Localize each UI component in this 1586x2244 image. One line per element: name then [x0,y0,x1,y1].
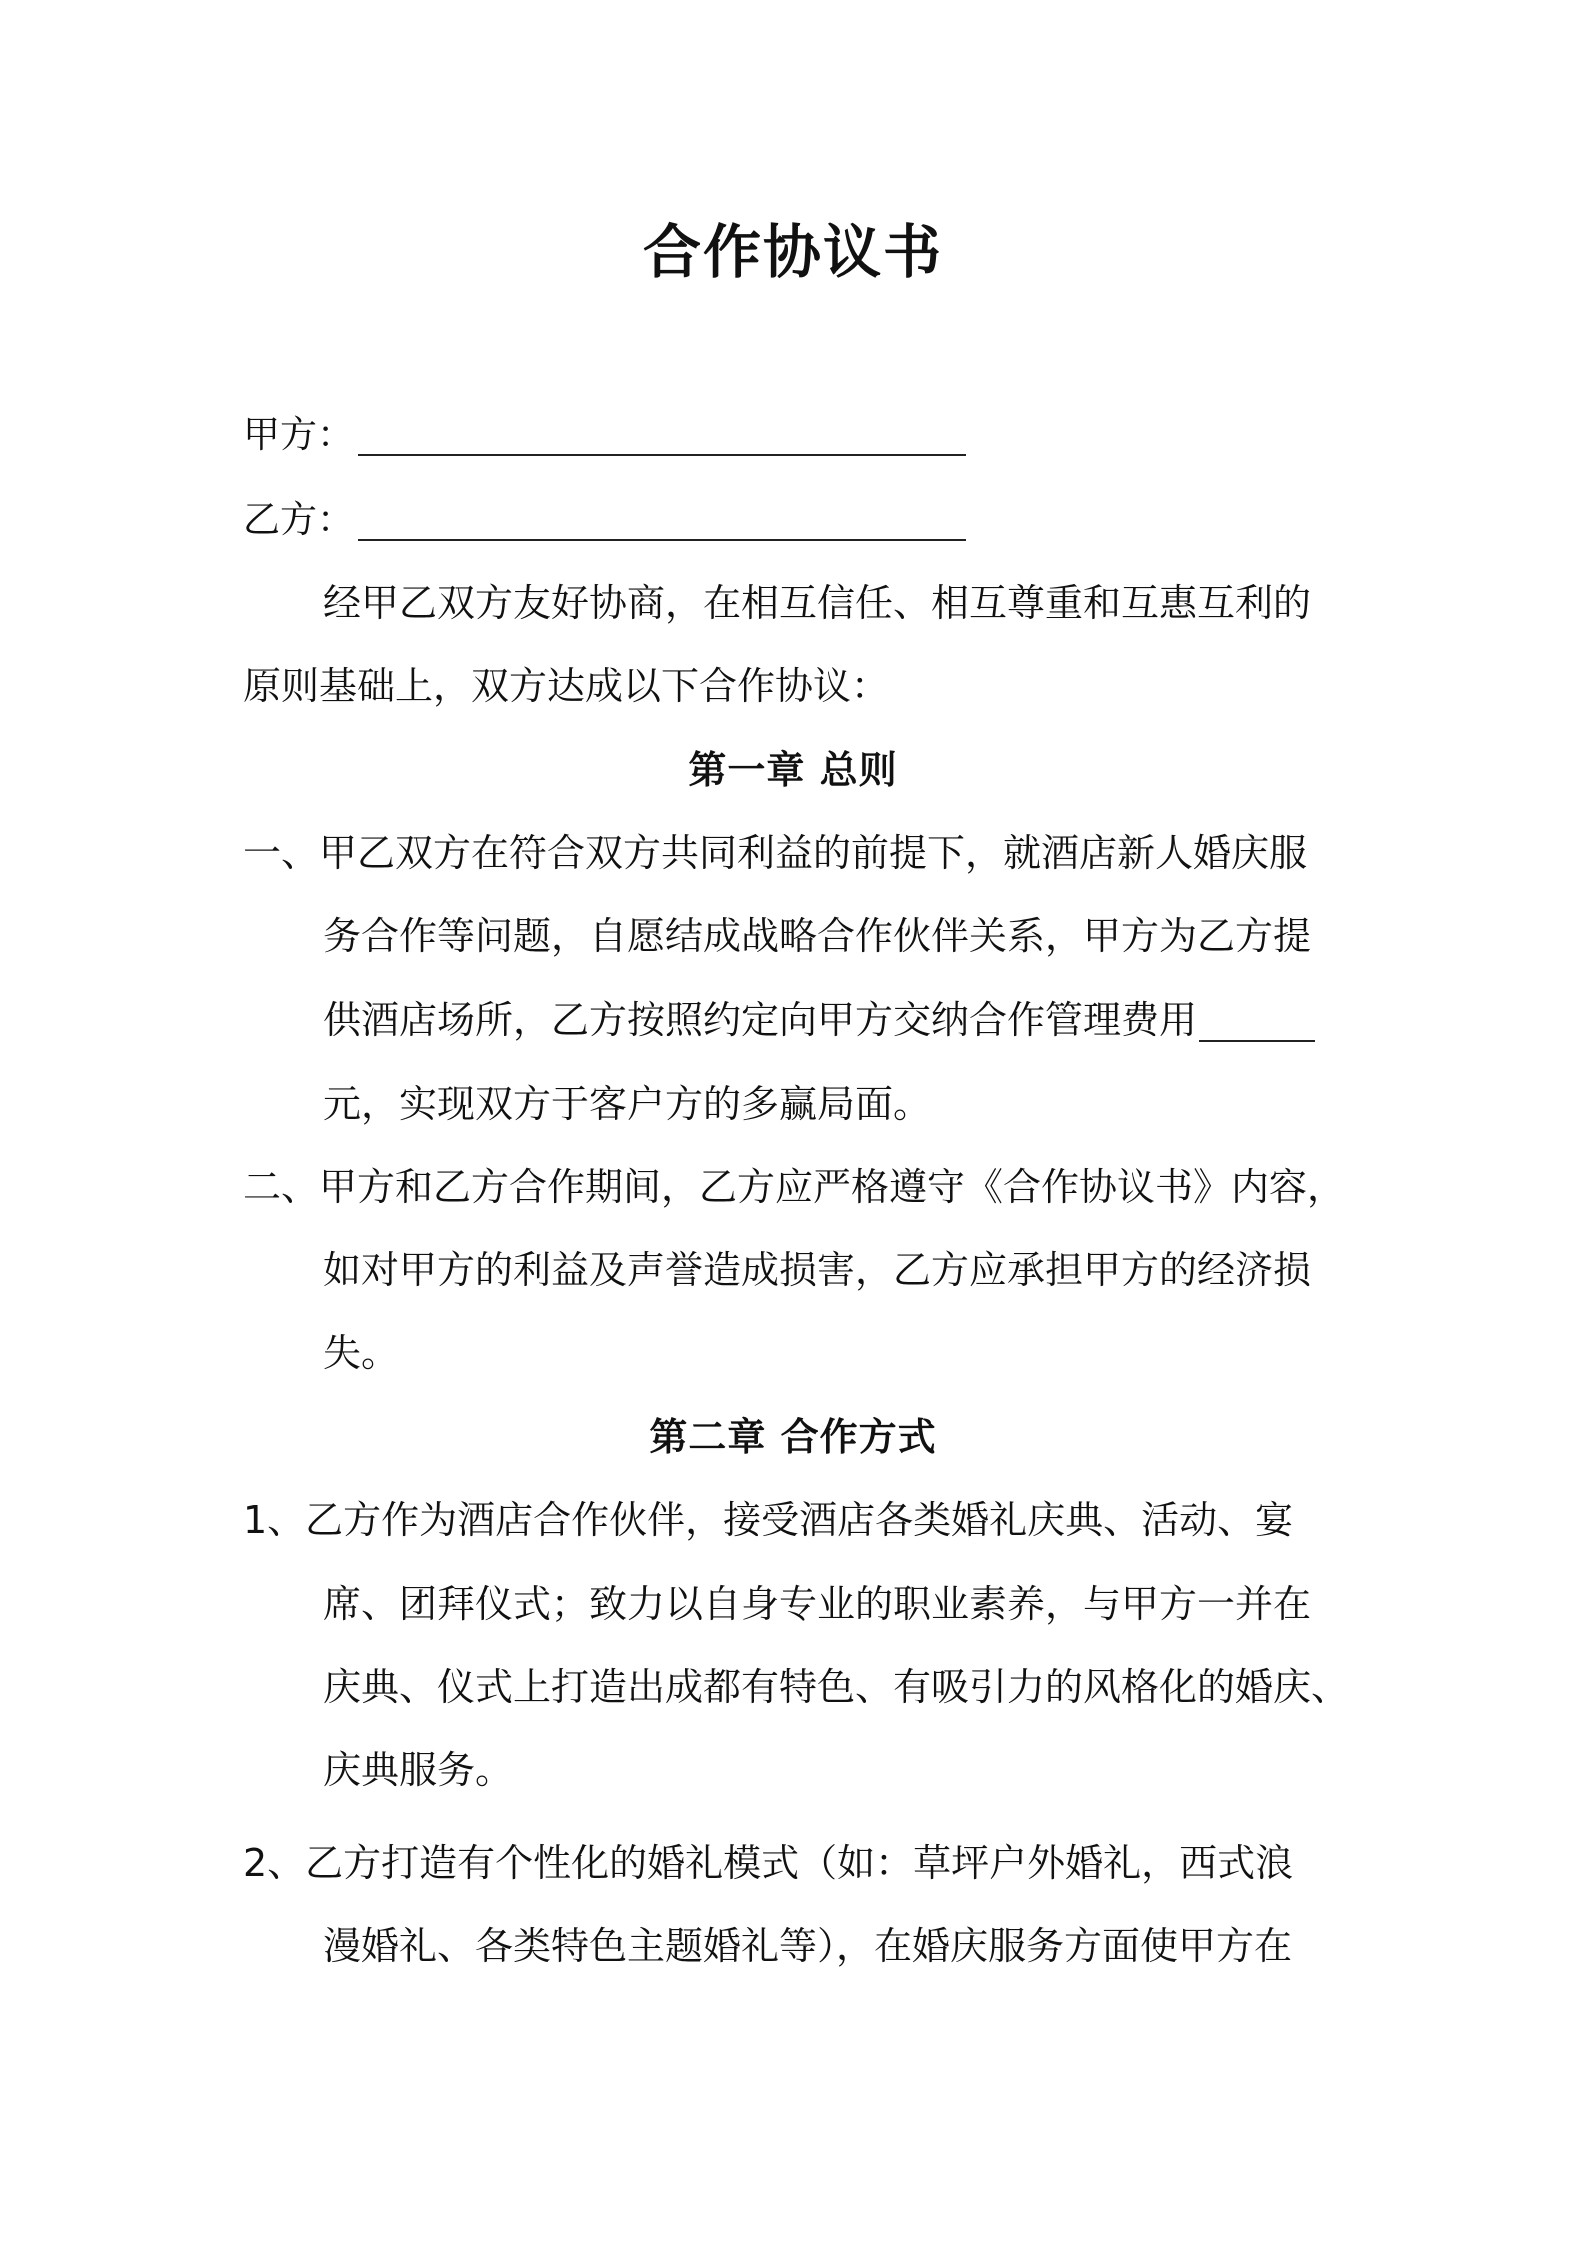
party-a-label: 甲方： [243,413,354,456]
intro-line: 原则基础上，双方达成以下合作协议： [243,664,890,708]
party-a-line [243,405,966,465]
intro-line: 经甲乙双方友好协商，在相互信任、相互尊重和互惠互利的 [323,581,1312,625]
clause-line: 庆典服务。 [323,1748,514,1792]
party-a-blank [358,418,966,456]
clause-line [323,990,1315,1050]
fee-blank [1199,1004,1315,1042]
clause-line: 二、甲方和乙方合作期间，乙方应严格遵守《合作协议书》内容， [243,1165,1346,1209]
clause-line: 庆典、仪式上打造出成都有特色、有吸引力的风格化的婚庆、 [323,1665,1350,1709]
clause-line: 如对甲方的利益及声誉造成损害，乙方应承担甲方的经济损 [323,1248,1312,1292]
clause-line: 1、乙方作为酒店合作伙伴，接受酒店各类婚礼庆典、活动、宴 [243,1498,1294,1542]
clause-line: 2、乙方打造有个性化的婚礼模式（如：草坪户外婚礼，西式浪 [243,1841,1294,1885]
clause-line: 失。 [323,1331,400,1375]
clause-line: 席、团拜仪式；致力以自身专业的职业素养，与甲方一并在 [323,1582,1312,1626]
party-b-line [243,490,966,550]
clause-line: 元，实现双方于客户方的多赢局面。 [323,1082,932,1126]
party-b-blank [358,503,966,541]
clause-line: 一、甲乙双方在符合双方共同利益的前提下，就酒店新人婚庆服 [243,831,1308,875]
document-title: 合作协议书 [642,218,943,286]
clause-text: 供酒店场所，乙方按照约定向甲方交纳合作管理费用 [323,998,1198,1042]
chapter-heading: 第二章 合作方式 [649,1415,937,1459]
clause-line: 漫婚礼、各类特色主题婚礼等），在婚庆服务方面使甲方在 [323,1924,1293,1968]
chapter-heading: 第一章 总则 [688,748,898,792]
party-b-label: 乙方： [243,498,354,541]
clause-line: 务合作等问题，自愿结成战略合作伙伴关系，甲方为乙方提 [323,914,1312,958]
